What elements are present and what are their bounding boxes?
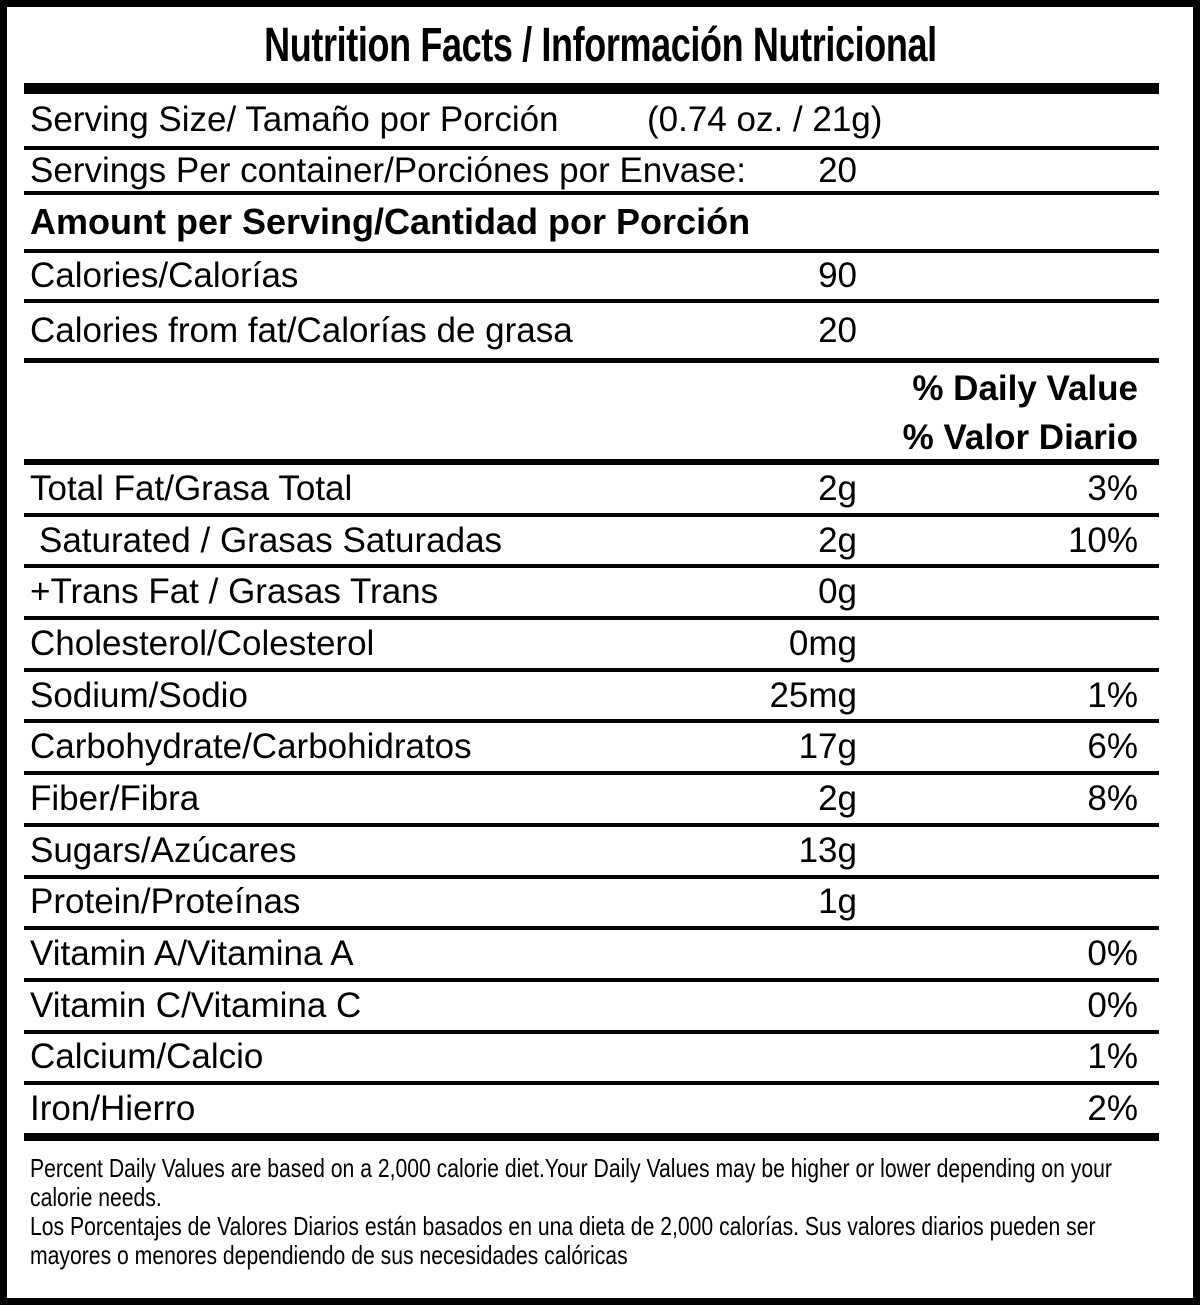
serving-size-label: Serving Size/ Tamaño por Porción [30, 100, 559, 139]
daily-value-header-block [7, 363, 1193, 459]
nutrient-row-calcium [7, 1034, 1193, 1082]
title-divider-bar [24, 83, 1159, 94]
nutrient-label: Fiber/Fibra [30, 778, 200, 818]
nutrient-label: Vitamin C/Vitamina C [30, 985, 362, 1025]
nutrient-row-carbohydrate [7, 723, 1193, 771]
amount-per-serving-header-row [7, 195, 1193, 249]
nutrient-amount: 0mg [788, 623, 857, 663]
calories-value: 90 [818, 256, 857, 295]
nutrient-row-vitamin-c [7, 982, 1193, 1030]
title-row [7, 7, 1193, 83]
nutrient-row-saturated-fat [7, 517, 1193, 565]
nutrient-label: Vitamin A/Vitamina A [30, 934, 354, 974]
nutrient-row-iron [7, 1085, 1193, 1133]
footnote-separator [24, 1133, 1159, 1141]
nutrient-row-cholesterol [7, 620, 1193, 668]
daily-value-header-en: % Daily Value [912, 369, 1138, 408]
footnote-es: Los Porcentajes de Valores Diarios están basados en una dieta de 2,000 calorías. Sus valores diarios pueden ser mayores o menores dependiendo de sus necesidades calóricas [30, 1210, 1096, 1270]
servings-per-container-row [7, 150, 1193, 191]
footnote-en: Percent Daily Values are based on a 2,000 calorie diet.Your Daily Values may be higher or lower depending on your calorie needs. [30, 1152, 1112, 1212]
nutrient-row-sodium [7, 672, 1193, 720]
nutrient-label: Carbohydrate/Carbohidratos [30, 727, 472, 767]
nutrient-daily-value: 0% [1087, 934, 1138, 974]
label-title: Nutrition Facts / Información Nutricional [263, 18, 937, 72]
nutrient-label: Iron/Hierro [30, 1089, 196, 1129]
nutrient-daily-value: 6% [1087, 727, 1138, 767]
calories-from-fat-value: 20 [818, 310, 857, 350]
nutrient-amount: 13g [798, 830, 857, 870]
nutrient-label: Sugars/Azúcares [30, 830, 297, 870]
calories-from-fat-row [7, 303, 1193, 358]
calories-row [7, 253, 1193, 299]
serving-size-value: (0.74 oz. / 21g) [647, 100, 883, 139]
nutrient-daily-value: 3% [1087, 468, 1138, 508]
nutrient-label: Saturated / Grasas Saturadas [39, 520, 503, 560]
nutrient-label: Cholesterol/Colesterol [30, 623, 375, 663]
amount-per-serving-header: Amount per Serving/Cantidad por Porción [30, 201, 751, 242]
daily-value-header-es: % Valor Diario [902, 418, 1138, 457]
nutrient-amount: 2g [818, 468, 857, 508]
nutrient-label: Protein/Proteínas [30, 882, 301, 922]
calories-label: Calories/Calorías [30, 256, 299, 295]
nutrient-label: Calcium/Calcio [30, 1037, 264, 1077]
nutrient-amount: 17g [798, 727, 857, 767]
nutrient-row-fiber [7, 775, 1193, 823]
nutrient-amount: 2g [818, 778, 857, 818]
nutrient-daily-value: 0% [1087, 985, 1138, 1025]
nutrient-row-trans-fat [7, 568, 1193, 616]
servings-per-container-value: 20 [818, 150, 857, 190]
nutrient-daily-value: 1% [1087, 1037, 1138, 1077]
footnote-section [7, 1141, 1193, 1270]
servings-per-container-label: Servings Per container/Porciónes por Envase: [30, 150, 746, 190]
serving-size-row [7, 94, 1193, 146]
nutrient-row-total-fat [7, 465, 1193, 513]
nutrient-daily-value: 8% [1087, 778, 1138, 818]
nutrient-row-protein [7, 879, 1193, 927]
nutrient-amount: 1g [818, 882, 857, 922]
nutrient-row-sugars [7, 827, 1193, 875]
nutrient-daily-value: 10% [1067, 520, 1138, 560]
calories-from-fat-label: Calories from fat/Calorías de grasa [30, 310, 573, 350]
footnote-text [30, 1154, 1170, 1270]
nutrient-label: +Trans Fat / Grasas Trans [30, 572, 439, 612]
nutrient-amount: 25mg [769, 675, 857, 715]
nutrient-row-vitamin-a [7, 930, 1193, 978]
nutrient-label: Total Fat/Grasa Total [30, 468, 353, 508]
nutrient-daily-value: 2% [1087, 1089, 1138, 1129]
nutrient-amount: 2g [818, 520, 857, 560]
nutrient-label: Sodium/Sodio [30, 675, 248, 715]
nutrient-daily-value: 1% [1087, 675, 1138, 715]
nutrient-amount: 0g [818, 572, 857, 612]
